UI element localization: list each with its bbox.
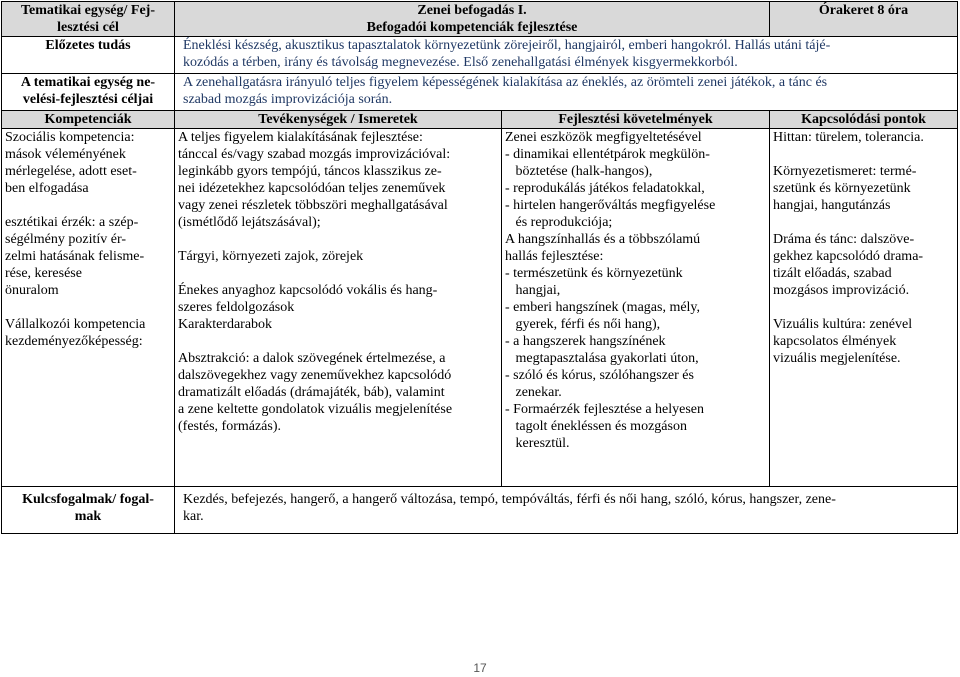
keywords-label-line2: mak	[74, 509, 102, 524]
activity-line: Énekes anyaghoz kapcsolódó vokális és hang-	[178, 283, 438, 298]
activity-line: szeres feldolgozások	[178, 300, 295, 315]
activity-line	[178, 333, 498, 350]
unit-label-line2: lesztési cél	[57, 20, 119, 35]
requirement-line: A hangszínhallás és a többszólamú	[505, 232, 701, 247]
connections-list	[773, 129, 954, 367]
prior-knowledge-text	[175, 37, 958, 74]
prior-line-2: kozódás a térben, irány és távolság megnevezése. Első zenehallgatási élmények kisgyermekkorból.	[183, 55, 738, 70]
requirement-line: gyerek, férfi és női hang),	[505, 317, 661, 332]
activity-line: leginkább gyors tempójú, táncos klasszikus ze-	[178, 164, 442, 179]
connection-line: Környezetismeret: termé-	[773, 164, 917, 179]
connection-line	[773, 146, 954, 163]
competency-line: ségélmény pozitív ér-	[5, 232, 127, 247]
requirement-line: - Formaérzék fejlesztése a helyesen	[505, 402, 705, 417]
activity-line: nei idézetekhez kapcsolódóan teljes zeneművek	[178, 181, 446, 196]
content-row	[2, 129, 958, 487]
requirement-line: - emberi hangszínek (magas, mély,	[505, 300, 701, 315]
prior-knowledge-label: Előzetes tudás	[2, 37, 175, 74]
activity-line: (festés, formázás).	[178, 419, 282, 434]
column-header-row	[2, 111, 958, 129]
connection-line	[773, 299, 954, 316]
goals-label-cell	[2, 74, 175, 111]
hours-cell	[770, 2, 958, 37]
competency-line: mások véleményének	[5, 147, 126, 162]
competencies-list	[5, 129, 171, 350]
goals-line-1: A zenehallgatásra irányuló teljes figyelem képességének kialakítása az éneklés, az örömteli zenei játékok, a tánc és	[183, 75, 828, 90]
activities-list	[178, 129, 498, 435]
activity-line: tánccal és/vagy szabad mozgás improvizációval:	[178, 147, 451, 162]
activity-line: (ismétlődő lejátszásával);	[178, 215, 321, 230]
requirement-line: - reprodukálás játékos feladatokkal,	[505, 181, 705, 196]
activity-line: dramatizált előadás (drámajáték, báb), valamint	[178, 385, 445, 400]
keywords-row	[2, 487, 958, 534]
page-number: 17	[473, 661, 487, 675]
activity-line: Tárgyi, környezeti zajok, zörejek	[178, 249, 364, 264]
requirement-line: keresztül.	[505, 436, 570, 451]
connection-line: mozgásos improvizáció.	[773, 283, 910, 298]
connection-line: vizuális megjelenítése.	[773, 351, 901, 366]
column-header-activities: Tevékenységek / Ismeretek	[175, 111, 502, 129]
competency-line	[5, 299, 171, 316]
competency-line: Vállalkozói kompetencia	[5, 317, 146, 332]
requirement-line: hangjai,	[505, 283, 561, 298]
unit-title-row	[2, 2, 958, 37]
activity-line	[178, 265, 498, 282]
activities-cell	[175, 129, 502, 487]
competency-line	[5, 197, 171, 214]
activity-line	[178, 231, 498, 248]
competency-line: zelmi hatásának felisme-	[5, 249, 145, 264]
column-header-competencies: Kompetenciák	[2, 111, 175, 129]
connection-line: kapcsolatos élmények	[773, 334, 897, 349]
connection-line: gekhez kapcsolódó drama-	[773, 249, 924, 264]
prior-line-1: Éneklési készség, akusztikus tapasztalatok környezetünk zörejeiről, hangjairól, emberi hangokról. Hallás utáni tájé-	[183, 38, 831, 53]
competency-line: mérlegelése, adott eset-	[5, 164, 137, 179]
keywords-label-line1: Kulcsfogalmak/ fogal-	[22, 492, 154, 507]
competencies-cell	[2, 129, 175, 487]
connection-line	[773, 214, 954, 231]
hours-label: Órakeret	[818, 3, 874, 18]
activity-line: dalszövegekhez vagy zeneművekhez kapcsolódó	[178, 368, 452, 383]
requirement-line: - dinamikai ellentétpárok megkülön-	[505, 147, 710, 162]
prior-knowledge-row	[2, 37, 958, 74]
keywords-line-2: kar.	[183, 509, 204, 524]
unit-title-cell	[175, 2, 770, 37]
hours-value: 8 óra	[877, 3, 909, 18]
requirement-line: Zenei eszközök megfigyeltetésével	[505, 130, 702, 145]
competency-line: önuralom	[5, 283, 59, 298]
connection-line: Dráma és tánc: dalszöve-	[773, 232, 915, 247]
requirement-line: - a hangszerek hangszínének	[505, 334, 666, 349]
activity-line: A teljes figyelem kialakításának fejlesztése:	[178, 130, 423, 145]
connection-line: Hittan: türelem, tolerancia.	[773, 130, 924, 145]
activity-line: vagy zenei részletek többszöri meghallgatásával	[178, 198, 448, 213]
activity-line: a zene keltette gondolatok vizuális megjelenítése	[178, 402, 453, 417]
requirement-line: böztetése (halk-hangos),	[505, 164, 653, 179]
curriculum-table	[1, 1, 958, 534]
requirement-line: - szóló és kórus, szólóhangszer és	[505, 368, 694, 383]
unit-label-cell	[2, 2, 175, 37]
connection-line: Vizuális kultúra: zenével	[773, 317, 913, 332]
requirement-line: - hirtelen hangerőváltás megfigyelése	[505, 198, 716, 213]
connection-line: szetünk és környezetünk	[773, 181, 911, 196]
activity-line: Karakterdarabok	[178, 317, 273, 332]
column-header-connections: Kapcsolódási pontok	[770, 111, 958, 129]
requirement-line: hallás fejlesztése:	[505, 249, 604, 264]
competency-line: rése, keresése	[5, 266, 82, 281]
keywords-label-cell	[2, 487, 175, 534]
requirement-line: zenekar.	[505, 385, 562, 400]
goals-line-2: szabad mozgás improvizációja során.	[183, 92, 393, 107]
requirement-line: tagolt énekléssen és mozgáson	[505, 419, 687, 434]
requirements-list	[505, 129, 766, 452]
connections-cell	[770, 129, 958, 487]
unit-label-line1: Tematikai egység/ Fej-	[20, 3, 155, 18]
competency-line: esztétikai érzék: a szép-	[5, 215, 139, 230]
unit-title: Zenei befogadás I.	[417, 3, 527, 18]
goals-label-line2: velési-fejlesztési céljai	[22, 92, 154, 107]
keywords-line-1: Kezdés, befejezés, hangerő, a hangerő változása, tempó, tempóváltás, férfi és női hang, szóló, kórus, hangszer, zene-	[183, 492, 836, 507]
requirement-line: megtapasztalása gyakorlati úton,	[505, 351, 699, 366]
goals-text	[175, 74, 958, 111]
requirements-cell	[502, 129, 770, 487]
competency-line: kezdeményezőképesség:	[5, 334, 143, 349]
goals-row	[2, 74, 958, 111]
connection-line: tizált előadás, szabad	[773, 266, 892, 281]
unit-subtitle: Befogadói kompetenciák fejlesztése	[366, 20, 578, 35]
competency-line: ben elfogadása	[5, 181, 89, 196]
connection-line: hangjai, hangutánzás	[773, 198, 891, 213]
activity-line: Absztrakció: a dalok szövegének értelmezése, a	[178, 351, 446, 366]
keywords-text	[175, 487, 958, 534]
requirement-line: és reprodukciója;	[505, 215, 613, 230]
goals-label-line1: A tematikai egység ne-	[20, 75, 156, 90]
competency-line: Szociális kompetencia:	[5, 130, 135, 145]
requirement-line: - természetünk és környezetünk	[505, 266, 683, 281]
column-header-requirements: Fejlesztési követelmények	[502, 111, 770, 129]
